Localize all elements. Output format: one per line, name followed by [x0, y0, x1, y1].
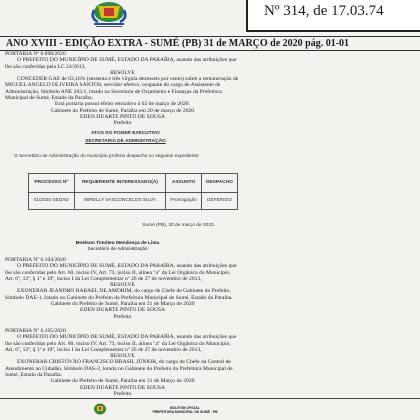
footer-divider	[0, 398, 420, 399]
column-header: PROCESSO Nº	[29, 174, 75, 193]
portaria-preamble: O PREFEITO DO MUNICÍPIO DE SUMÉ, ESTADO DA PARAÍBA, usando das atribuições que lhe são conferidas pelo Art. 60, inciso IV, Art. 73, inciso II, alínea "a" da Lei Orgânica do Município, Art. 6º, 12º, § 1º e 19º, inciso I da Lei Complementar nº 26 de 27 de novembro de 2013,	[5, 334, 237, 353]
secretary-role: Secretário de Administração	[87, 247, 148, 252]
portaria-text: EXONERAR CRISTÓVÃO FRANCISCO BRASIL JÚNIOR, do cargo de Chefe da Central de Atendimento ao Cidadão, Símbolo DAS-2, lotado no Gabinete do Prefeito da Prefeitura Municipal de Sumé, Estado da Paraíba.	[5, 359, 233, 379]
column-header: ASSUNTO	[166, 174, 202, 193]
portaria-place-date: Gabinete do Prefeito de Sumé, Paraíba em 31 de Março de 2020	[50, 301, 195, 308]
portaria-6105	[5, 328, 240, 397]
portaria-signer-role: Prefeito	[113, 390, 132, 397]
process-table	[28, 173, 238, 210]
edition-banner-text: ANO XVIII - EDIÇÃO EXTRA - SUMÉ (PB) 31 de MARÇO de 2020 pág. 01-01	[6, 38, 350, 49]
portaria-signer-role: Prefeito	[113, 313, 132, 320]
portaria-title: PORTARIA Nº 6.098/2020	[5, 51, 66, 57]
table-cell: Prorrogação	[166, 193, 202, 210]
portaria-signer: EDEN DUARTE PINTO DE SOUSA	[79, 384, 166, 391]
table-cell: MIRELLY VASCONCELOS SILVA	[74, 193, 166, 210]
portaria-place-date: Gabinete do Prefeito de Sumé, Paraíba em 31 de Março de 2020	[50, 378, 195, 385]
portaria-effect: Esta portaria possui efeito retroativo à 02 de março de 2020.	[55, 101, 190, 108]
footer-text	[140, 406, 230, 414]
act-intro: O Secretário de Administração do município proferiu despacho no seguinte expediente:	[14, 154, 200, 159]
edition-banner	[0, 36, 420, 51]
portaria-6098	[5, 51, 240, 127]
portaria-place-date: Gabinete do Prefeito de Sumé, Paraíba em 20 de março de 2020	[50, 107, 195, 114]
table-header-row	[29, 174, 238, 193]
law-number-box	[246, 0, 420, 32]
portaria-resolve: RESOLVE	[110, 69, 135, 76]
footer-seal-icon	[92, 402, 108, 416]
portaria-signer-role: Prefeito	[113, 120, 132, 127]
footer-line-1: BOLETIM OFICIAL	[170, 406, 200, 410]
secretariat-act	[8, 123, 243, 233]
portaria-title: PORTARIA Nº 6.104/2020	[5, 257, 66, 263]
act-subheader: SECRETARIA DE ADMINISTRAÇÃO	[85, 139, 166, 144]
portaria-resolve: RESOLVE	[110, 353, 135, 360]
table-row	[29, 193, 238, 210]
column-header: REQUERENTE INTERESSADO(A)	[74, 174, 166, 193]
footer-line-2: PREFEITURA MUNICIPAL DE SUMÉ - PB	[152, 410, 218, 414]
portaria-preamble: O PREFEITO DO MUNICÍPIO DE SUMÉ, ESTADO DA PARAÍBA, usando das atribuições que lhe são conferidas pela LC 24/2013,	[5, 57, 237, 70]
table-cell: DEFERIDO	[201, 193, 237, 210]
portaria-preamble: O PREFEITO DO MUNICÍPIO DE SUMÉ, ESTADO DA PARAÍBA, usando das atribuições que lhe são conferidas pelo Art. 60, inciso IV, Art. 73, inciso II, alínea "a" da Lei Orgânica do Município, Art. 6º, 12º, § 1º e 19º, inciso I da Lei Complementar nº 26 de 27 de novembro de 2013,	[5, 263, 237, 282]
table-cell: 01/2020 SEDAD	[29, 193, 75, 210]
portaria-signer: EDEN DUARTE PINTO DE SOUSA	[79, 113, 166, 120]
portaria-6104	[5, 257, 240, 320]
portaria-text: CONCEDER GAE de 63,16% (sessenta e três vírgula dezesseis por cento) sobre a remuneração de MIGUEL ANGELO OLIVEIRA SANTOS, servidor efetivo, ocupante do cargo de Assistente de Administração, Símbolo ANE 203.1, lotado na Secretaria de Orçamento e Finanças da Prefeitura Municipal de Sumé, Estado da Paraíba.	[5, 76, 239, 102]
act-date: Sumé (PB), 30 de março de 2020.	[142, 223, 215, 228]
portaria-resolve: RESOLVE	[110, 282, 135, 289]
column-header: DESPACHO	[201, 174, 237, 193]
secretary-name: Boelson Timóteo Mendonça de Lima	[75, 241, 160, 246]
portaria-title: PORTARIA Nº 6.105/2020	[5, 328, 66, 334]
portaria-signer: EDEN DUARTE PINTO DE SOUSA	[79, 307, 166, 314]
law-number: Nº 314, de 17.03.74	[264, 3, 384, 19]
act-header: ATOS DO PODER EXECUTIVO	[91, 131, 160, 136]
portaria-text: EXONERAR JEANDRO RABAEL DE AMORIM, do cargo de Chefe de Gabinete do Prefeito, Símbolo DAE-1, lotado no Gabinete do Prefeito da Prefeitura Municipal de Sumé, Estado da Paraíba.	[5, 288, 233, 301]
municipal-coat-of-arms-logo	[80, 0, 138, 28]
